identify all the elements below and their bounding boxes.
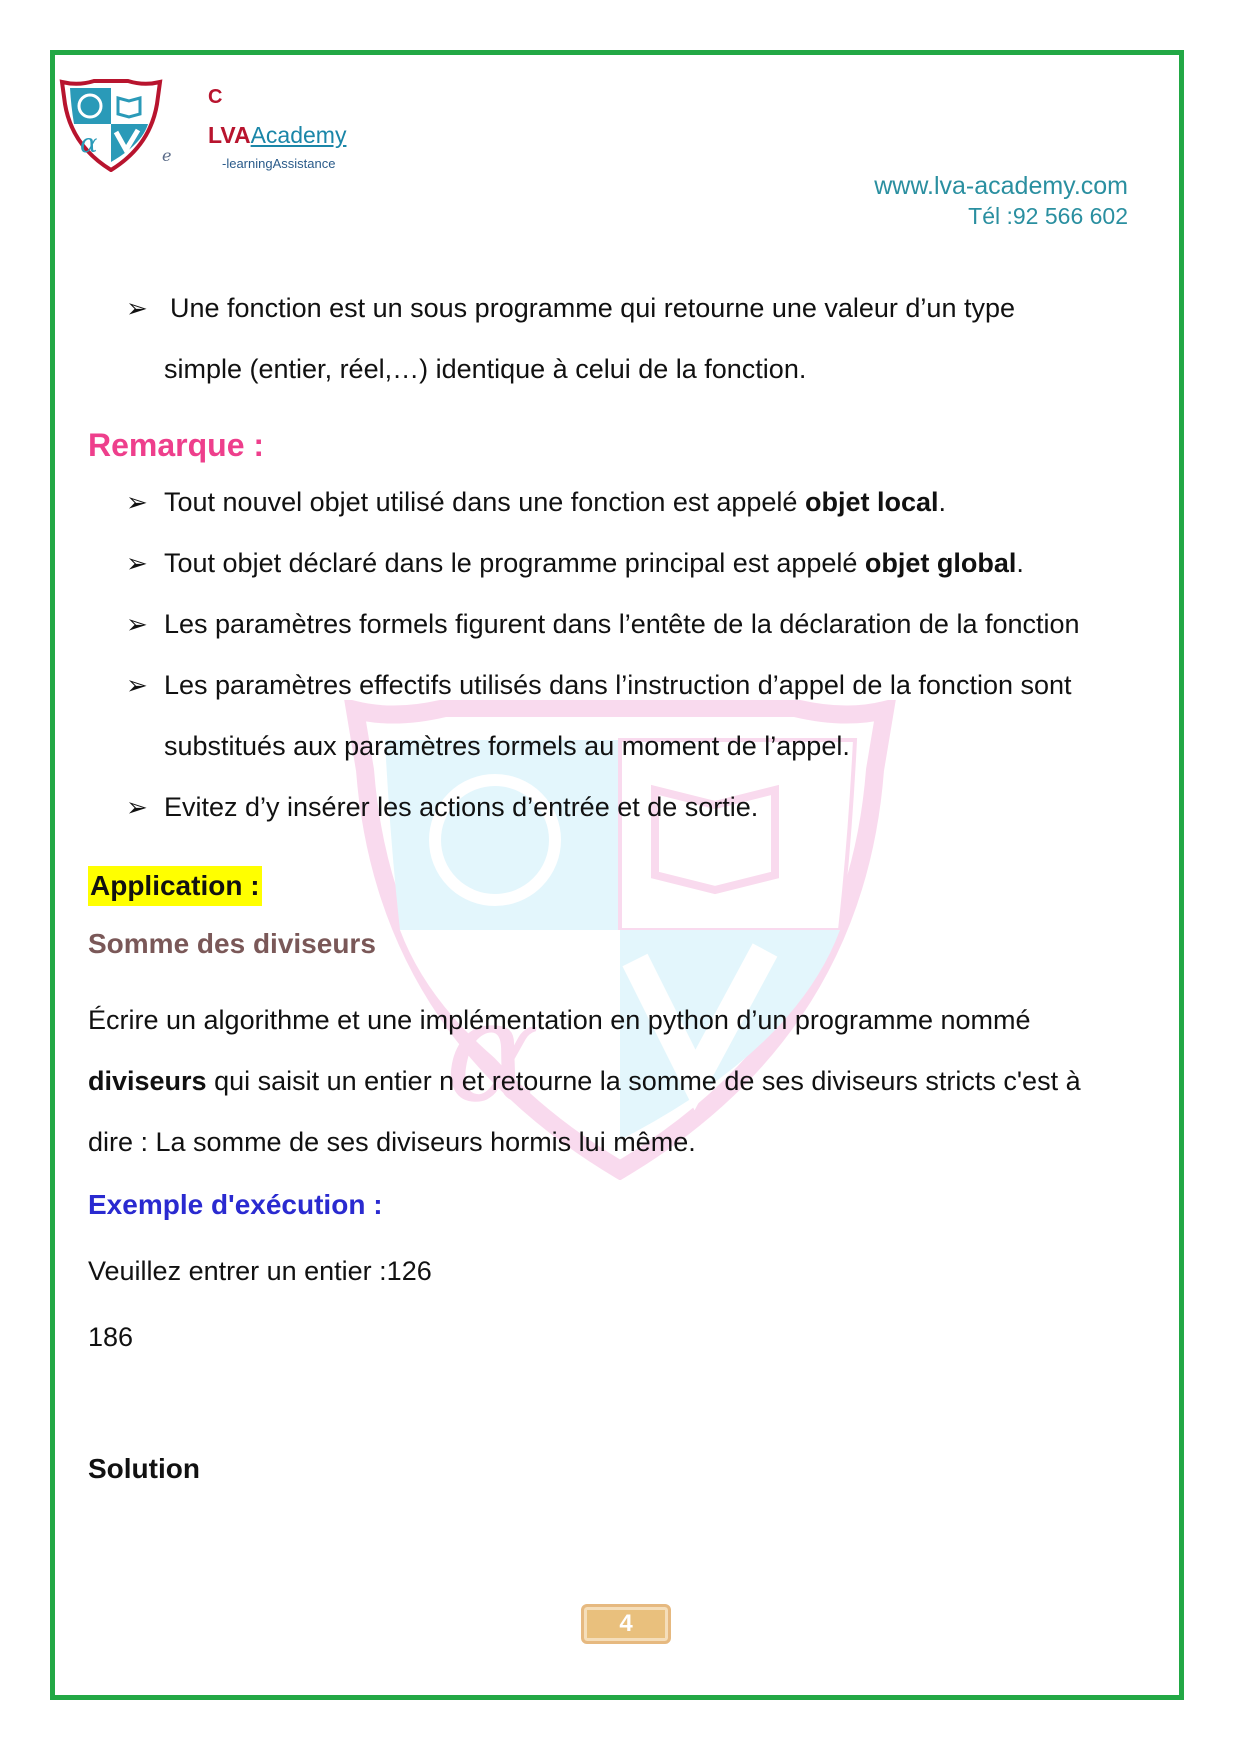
- remarque-item: [126, 777, 1148, 838]
- statement-after: qui saisit un entier n et retourne la somme de ses diviseurs stricts c'est à dire : La somme de ses diviseurs hormis lui même.: [88, 1066, 1081, 1157]
- arrow-bullet-icon: ➢: [126, 487, 148, 517]
- arrow-bullet-icon: ➢: [126, 670, 148, 700]
- page-number: 4: [581, 1604, 671, 1644]
- intro-bullet: [126, 278, 1148, 400]
- brand-tagline: -learningAssistance: [222, 156, 336, 171]
- remarque-item: [126, 533, 1148, 594]
- example-input: Veuillez entrer un entier :126: [88, 1256, 432, 1286]
- statement-text: Écrire un algorithme et une implémentation en python d’un programme nommé: [88, 1005, 1031, 1035]
- remarque-heading: Remarque :: [88, 427, 265, 463]
- lva-shield-logo-icon: [58, 78, 164, 172]
- statement-bold: diviseurs: [88, 1066, 207, 1096]
- intro-line-1: Une fonction est un sous programme qui retourne une valeur d’un type: [170, 293, 1016, 323]
- brand-e-letter: e: [162, 146, 172, 165]
- brand-name: [208, 122, 346, 149]
- intro-line-2: simple (entier, réel,…) identique à celui de la fonction.: [164, 354, 807, 384]
- remarque-item: [126, 472, 1148, 533]
- website-link[interactable]: www.lva-academy.com: [874, 172, 1128, 200]
- application-heading: Application :: [88, 866, 262, 906]
- brand-c-letter: C: [208, 86, 223, 108]
- remarque-item-text: Les paramètres formels figurent dans l’entête de la déclaration de la fonction: [164, 609, 1080, 639]
- example-output: 186: [88, 1322, 134, 1352]
- svg-text:α: α: [80, 129, 98, 159]
- remarque-item: [126, 655, 1148, 777]
- remarque-item-text: Tout nouvel objet utilisé dans une fonction est appelé: [164, 487, 805, 517]
- exercise-title: Somme des diviseurs: [88, 928, 376, 959]
- intro-bullet-text: [164, 278, 1148, 400]
- remarque-item-text: Tout objet déclaré dans le programme principal est appelé: [164, 548, 865, 578]
- solution-heading: Solution: [88, 1453, 200, 1484]
- remarque-item-text: Les paramètres effectifs utilisés dans l’instruction d’appel de la fonction sont substitués aux paramètres formels au moment de l’appel.: [164, 670, 1072, 761]
- phone-number: Tél :92 566 602: [968, 203, 1128, 229]
- remarque-item-after: .: [938, 487, 946, 517]
- arrow-bullet-icon: ➢: [126, 792, 148, 822]
- arrow-bullet-icon: ➢: [126, 293, 148, 323]
- remarque-item: [126, 594, 1148, 655]
- exercise-statement: [88, 990, 1148, 1173]
- document-body: [88, 278, 1148, 1489]
- remarque-item-after: .: [1016, 548, 1024, 578]
- arrow-bullet-icon: ➢: [126, 548, 148, 578]
- example-heading: Exemple d'exécution :: [88, 1189, 383, 1220]
- remarque-item-text: Evitez d’y insérer les actions d’entrée et de sortie.: [164, 792, 759, 822]
- brand-academy: Academy: [250, 122, 347, 148]
- remarque-item-bold: objet local: [804, 487, 939, 517]
- svg-text:α: α: [445, 971, 540, 1134]
- remarque-item-bold: objet global: [864, 548, 1017, 578]
- brand-lva: LVA: [208, 122, 251, 148]
- arrow-bullet-icon: ➢: [126, 609, 148, 639]
